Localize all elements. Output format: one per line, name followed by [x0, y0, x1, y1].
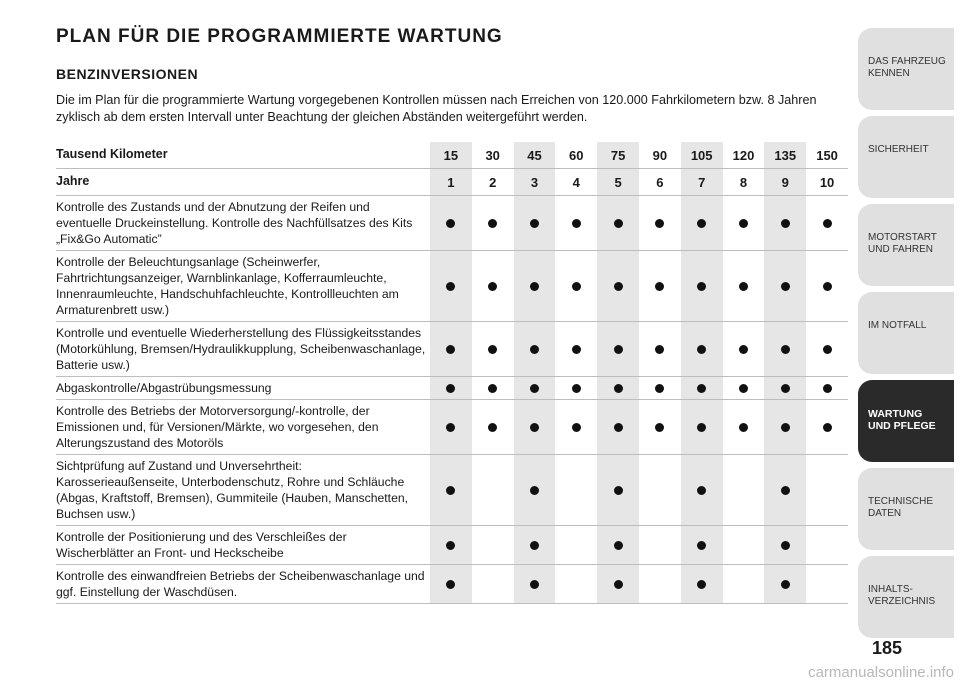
interval-cell	[764, 400, 806, 454]
interval-cell	[514, 526, 556, 564]
check-dot-icon	[446, 486, 455, 495]
check-dot-icon	[739, 423, 748, 432]
schedule-row	[56, 400, 848, 455]
interval-header: 5	[597, 169, 639, 195]
chapter-tab[interactable]: MOTORSTART UND FAHREN	[858, 204, 954, 286]
interval-cell	[806, 377, 848, 399]
interval-cell	[806, 565, 848, 603]
check-dot-icon	[655, 384, 664, 393]
interval-cell	[472, 196, 514, 250]
interval-cell	[430, 377, 472, 399]
interval-cell	[639, 565, 681, 603]
interval-cell	[472, 526, 514, 564]
interval-cell	[806, 322, 848, 376]
intro-paragraph: Die im Plan für die programmierte Wartung vorgegebenen Kontrollen müssen nach Erreichen von 120.000 Fahrkilometern bzw. 8 Jahren zyklisch ab dem ersten Intervall unter Beachtung der gleichen Abständen weitergeführt werden.	[56, 93, 817, 124]
interval-cell	[430, 251, 472, 321]
interval-cell	[555, 526, 597, 564]
interval-cell	[555, 251, 597, 321]
check-dot-icon	[530, 282, 539, 291]
check-dot-icon	[697, 219, 706, 228]
check-dot-icon	[572, 282, 581, 291]
interval-header: 105	[681, 142, 723, 168]
interval-header: 6	[656, 174, 664, 190]
interval-cell	[472, 377, 514, 399]
interval-header: 3	[514, 169, 556, 195]
interval-cell	[723, 400, 765, 454]
chapter-tab[interactable]: INHALTS- VERZEICHNIS	[858, 556, 954, 638]
interval-cell	[430, 455, 472, 525]
row-label: Kontrolle der Positionierung und des Verschleißes der Wischerblätter an Front- und Heckscheibe	[56, 530, 347, 560]
interval-cell	[597, 565, 639, 603]
interval-cell	[430, 400, 472, 454]
check-dot-icon	[739, 345, 748, 354]
check-dot-icon	[530, 541, 539, 550]
interval-cell	[639, 251, 681, 321]
interval-cell	[514, 322, 556, 376]
schedule-row	[56, 196, 848, 251]
interval-header: 45	[514, 142, 556, 168]
schedule-row	[56, 322, 848, 377]
check-dot-icon	[488, 345, 497, 354]
interval-cell	[806, 400, 848, 454]
check-dot-icon	[488, 384, 497, 393]
interval-cell	[681, 377, 723, 399]
interval-header: 15	[430, 142, 472, 168]
check-dot-icon	[614, 541, 623, 550]
interval-cell	[514, 377, 556, 399]
check-dot-icon	[530, 219, 539, 228]
check-dot-icon	[697, 282, 706, 291]
check-dot-icon	[697, 580, 706, 589]
interval-cell	[430, 526, 472, 564]
interval-cell	[514, 196, 556, 250]
check-dot-icon	[572, 423, 581, 432]
interval-cell	[555, 455, 597, 525]
check-dot-icon	[614, 345, 623, 354]
interval-cell	[681, 565, 723, 603]
interval-cell	[555, 377, 597, 399]
check-dot-icon	[781, 345, 790, 354]
interval-header: 8	[739, 174, 748, 190]
interval-cell	[764, 322, 806, 376]
interval-cell	[723, 251, 765, 321]
interval-cell	[597, 251, 639, 321]
row-label: Jahre	[56, 173, 90, 188]
interval-cell	[514, 400, 556, 454]
interval-cell	[764, 251, 806, 321]
section-title: BENZINVERSIONEN	[56, 66, 199, 82]
chapter-tab[interactable]: IM NOTFALL	[858, 292, 954, 374]
check-dot-icon	[572, 384, 581, 393]
check-dot-icon	[655, 423, 664, 432]
interval-cell	[639, 196, 681, 250]
interval-header: 135	[764, 142, 806, 168]
interval-cell	[681, 322, 723, 376]
interval-cell	[806, 526, 848, 564]
row-label: Tausend Kilometer	[56, 146, 168, 161]
interval-cell	[764, 526, 806, 564]
row-label: Kontrolle des Zustands und der Abnutzung der Reifen und eventuelle Druckeinstellung. Kontrolle des Nachfüllsatzes des Kits „Fix&Go Automatic”	[56, 200, 413, 246]
check-dot-icon	[697, 486, 706, 495]
schedule-row	[56, 377, 848, 400]
interval-cell	[764, 196, 806, 250]
interval-cell	[430, 322, 472, 376]
interval-cell	[806, 196, 848, 250]
check-dot-icon	[781, 541, 790, 550]
interval-cell	[472, 455, 514, 525]
interval-cell	[806, 455, 848, 525]
interval-cell	[639, 377, 681, 399]
interval-cell	[723, 196, 765, 250]
check-dot-icon	[488, 423, 497, 432]
interval-cell	[764, 377, 806, 399]
check-dot-icon	[614, 384, 623, 393]
chapter-tab[interactable]: SICHERHEIT	[858, 116, 954, 198]
interval-cell	[555, 196, 597, 250]
check-dot-icon	[614, 486, 623, 495]
interval-header: 90	[652, 147, 668, 163]
interval-header: 2	[489, 174, 497, 190]
check-dot-icon	[823, 219, 832, 228]
check-dot-icon	[572, 219, 581, 228]
check-dot-icon	[781, 423, 790, 432]
interval-cell	[723, 322, 765, 376]
schedule-row	[56, 251, 848, 322]
interval-cell	[681, 400, 723, 454]
interval-cell	[764, 455, 806, 525]
chapter-tab[interactable]: TECHNISCHE DATEN	[858, 468, 954, 550]
years-header-row	[56, 169, 848, 196]
check-dot-icon	[655, 345, 664, 354]
check-dot-icon	[530, 423, 539, 432]
interval-cell	[597, 196, 639, 250]
check-dot-icon	[614, 219, 623, 228]
interval-cell	[555, 400, 597, 454]
watermark: carmanualsonline.info	[808, 664, 954, 681]
interval-cell	[597, 377, 639, 399]
interval-cell	[639, 400, 681, 454]
interval-cell	[472, 400, 514, 454]
check-dot-icon	[781, 282, 790, 291]
interval-header: 9	[764, 169, 806, 195]
check-dot-icon	[446, 423, 455, 432]
interval-header: 4	[572, 174, 580, 190]
check-dot-icon	[781, 384, 790, 393]
interval-cell	[472, 251, 514, 321]
check-dot-icon	[655, 282, 664, 291]
check-dot-icon	[697, 423, 706, 432]
row-label: Abgaskontrolle/Abgastrübungsmessung	[56, 381, 272, 395]
interval-cell	[597, 526, 639, 564]
interval-cell	[723, 377, 765, 399]
check-dot-icon	[781, 219, 790, 228]
page-title: PLAN FÜR DIE PROGRAMMIERTE WARTUNG	[56, 26, 503, 47]
maintenance-schedule-table	[56, 142, 848, 604]
check-dot-icon	[781, 486, 790, 495]
interval-cell	[514, 455, 556, 525]
interval-cell	[806, 251, 848, 321]
row-label: Kontrolle des einwandfreien Betriebs der Scheibenwaschanlage und ggf. Einstellung der Waschdüsen.	[56, 569, 425, 599]
check-dot-icon	[739, 282, 748, 291]
check-dot-icon	[614, 580, 623, 589]
check-dot-icon	[655, 219, 664, 228]
check-dot-icon	[823, 384, 832, 393]
schedule-row	[56, 526, 848, 565]
km-header-row	[56, 142, 848, 169]
interval-header: 1	[430, 169, 472, 195]
chapter-tabs	[858, 28, 954, 644]
interval-cell	[639, 322, 681, 376]
check-dot-icon	[488, 282, 497, 291]
interval-header: 75	[597, 142, 639, 168]
interval-cell	[472, 565, 514, 603]
check-dot-icon	[572, 345, 581, 354]
check-dot-icon	[530, 580, 539, 589]
check-dot-icon	[823, 282, 832, 291]
interval-cell	[681, 455, 723, 525]
check-dot-icon	[614, 282, 623, 291]
interval-cell	[681, 526, 723, 564]
chapter-tab[interactable]: WARTUNG UND PFLEGE	[858, 380, 954, 462]
interval-cell	[639, 455, 681, 525]
interval-header: 150	[816, 147, 838, 163]
interval-cell	[430, 565, 472, 603]
interval-header: 120	[732, 147, 755, 163]
interval-cell	[597, 455, 639, 525]
check-dot-icon	[697, 345, 706, 354]
check-dot-icon	[530, 345, 539, 354]
interval-cell	[681, 251, 723, 321]
check-dot-icon	[446, 384, 455, 393]
interval-cell	[597, 400, 639, 454]
interval-cell	[723, 565, 765, 603]
check-dot-icon	[446, 580, 455, 589]
check-dot-icon	[697, 541, 706, 550]
interval-header: 60	[569, 147, 584, 163]
row-label: Kontrolle des Betriebs der Motorversorgung/-kontrolle, der Emissionen und, für Versionen/Märkte, wo vorgesehen, den Alterungszustand des Motoröls	[56, 404, 379, 450]
page-number: 185	[872, 638, 903, 658]
interval-cell	[514, 251, 556, 321]
row-label: Sichtprüfung auf Zustand und Unversehrtheit: Karosserieaußenseite, Unterbodenschutz, Rohre und Schläuche (Abgas, Kraftstoff, Bremsen), Gummiteile (Hauben, Manschetten, Buchsen usw.)	[56, 459, 409, 521]
schedule-row	[56, 455, 848, 526]
check-dot-icon	[781, 580, 790, 589]
check-dot-icon	[739, 384, 748, 393]
chapter-tab[interactable]: DAS FAHRZEUG KENNEN	[858, 28, 954, 110]
check-dot-icon	[614, 423, 623, 432]
interval-cell	[597, 322, 639, 376]
interval-cell	[723, 526, 765, 564]
interval-cell	[514, 565, 556, 603]
check-dot-icon	[697, 384, 706, 393]
check-dot-icon	[823, 345, 832, 354]
interval-header: 30	[485, 147, 500, 163]
check-dot-icon	[446, 219, 455, 228]
row-label: Kontrolle und eventuelle Wiederherstellung des Flüssigkeitsstandes (Motorkühlung, Bremsen/Hydraulikkupplung, Scheibenwaschanlage, Batterie usw.)	[56, 326, 426, 372]
check-dot-icon	[739, 219, 748, 228]
interval-header: 7	[681, 169, 723, 195]
interval-header: 10	[819, 174, 835, 190]
check-dot-icon	[446, 345, 455, 354]
interval-cell	[555, 322, 597, 376]
check-dot-icon	[488, 219, 497, 228]
interval-cell	[430, 196, 472, 250]
check-dot-icon	[823, 423, 832, 432]
schedule-row	[56, 565, 848, 604]
interval-cell	[639, 526, 681, 564]
interval-cell	[723, 455, 765, 525]
interval-cell	[555, 565, 597, 603]
check-dot-icon	[530, 486, 539, 495]
check-dot-icon	[530, 384, 539, 393]
check-dot-icon	[446, 541, 455, 550]
interval-cell	[472, 322, 514, 376]
row-label: Kontrolle der Beleuchtungsanlage (Scheinwerfer, Fahrtrichtungsanzeiger, Warnblinkanlage, Kofferraumleuchte, Innenraumleuchte, Handschuhfachleuchte, Kontrollleuchten am Armaturenbrett usw.)	[56, 255, 399, 317]
interval-cell	[681, 196, 723, 250]
check-dot-icon	[446, 282, 455, 291]
interval-cell	[764, 565, 806, 603]
